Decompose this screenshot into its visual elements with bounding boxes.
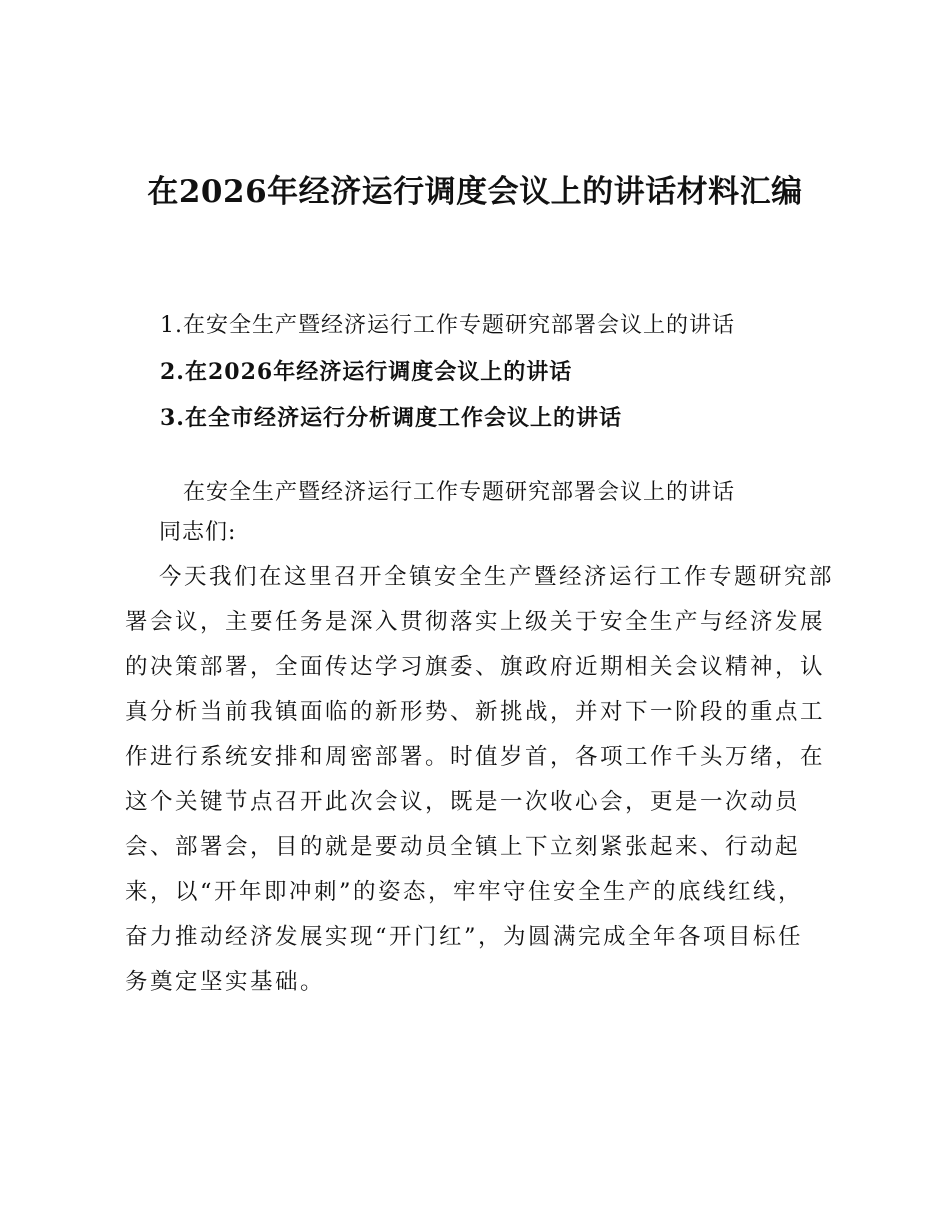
document-title: 在2026年经济运行调度会议上的讲话材料汇编 bbox=[147, 174, 803, 210]
paragraph-line: 真分析当前我镇面临的新形势、新挑战，并对下一阶段的重点工 bbox=[125, 699, 826, 725]
paragraph-line: 署会议，主要任务是深入贯彻落实上级关于安全生产与经济发展 bbox=[125, 609, 826, 635]
paragraph-line: 这个关键节点召开此次会议，既是一次收心会，更是一次动员 bbox=[125, 789, 801, 815]
paragraph-line: 务奠定坚实基础。 bbox=[125, 969, 326, 995]
speech-section bbox=[125, 473, 835, 1005]
paragraph-line: 来，以“开年即冲刺”的姿态，牢牢守住安全生产的底线红线， bbox=[125, 879, 804, 905]
toc-item-2: 2.在2026年经济运行调度会议上的讲话 bbox=[160, 359, 573, 385]
salutation: 同志们: bbox=[159, 520, 237, 545]
speech-title: 在安全生产暨经济运行工作专题研究部署会议上的讲话 bbox=[183, 480, 736, 505]
paragraph-line: 会、部署会，目的就是要动员全镇上下立刻紧张起来、行动起 bbox=[125, 834, 801, 860]
toc-item-3: 3.在全市经济运行分析调度工作会议上的讲话 bbox=[160, 405, 622, 431]
paragraph-line: 奋力推动经济发展实现“开门红”，为圆满完成全年各项目标任 bbox=[125, 924, 804, 950]
paragraph-line: 今天我们在这里召开全镇安全生产暨经济运行工作专题研究部 bbox=[159, 564, 835, 590]
table-of-contents bbox=[160, 303, 860, 441]
paragraph-line: 的决策部署，全面传达学习旗委、旗政府近期相关会议精神，认 bbox=[125, 654, 826, 680]
body-paragraph bbox=[125, 555, 835, 1005]
paragraph-line: 作进行系统安排和周密部署。时值岁首，各项工作千头万绪，在 bbox=[125, 744, 826, 770]
toc-item-1: 1.在安全生产暨经济运行工作专题研究部署会议上的讲话 bbox=[160, 313, 735, 338]
